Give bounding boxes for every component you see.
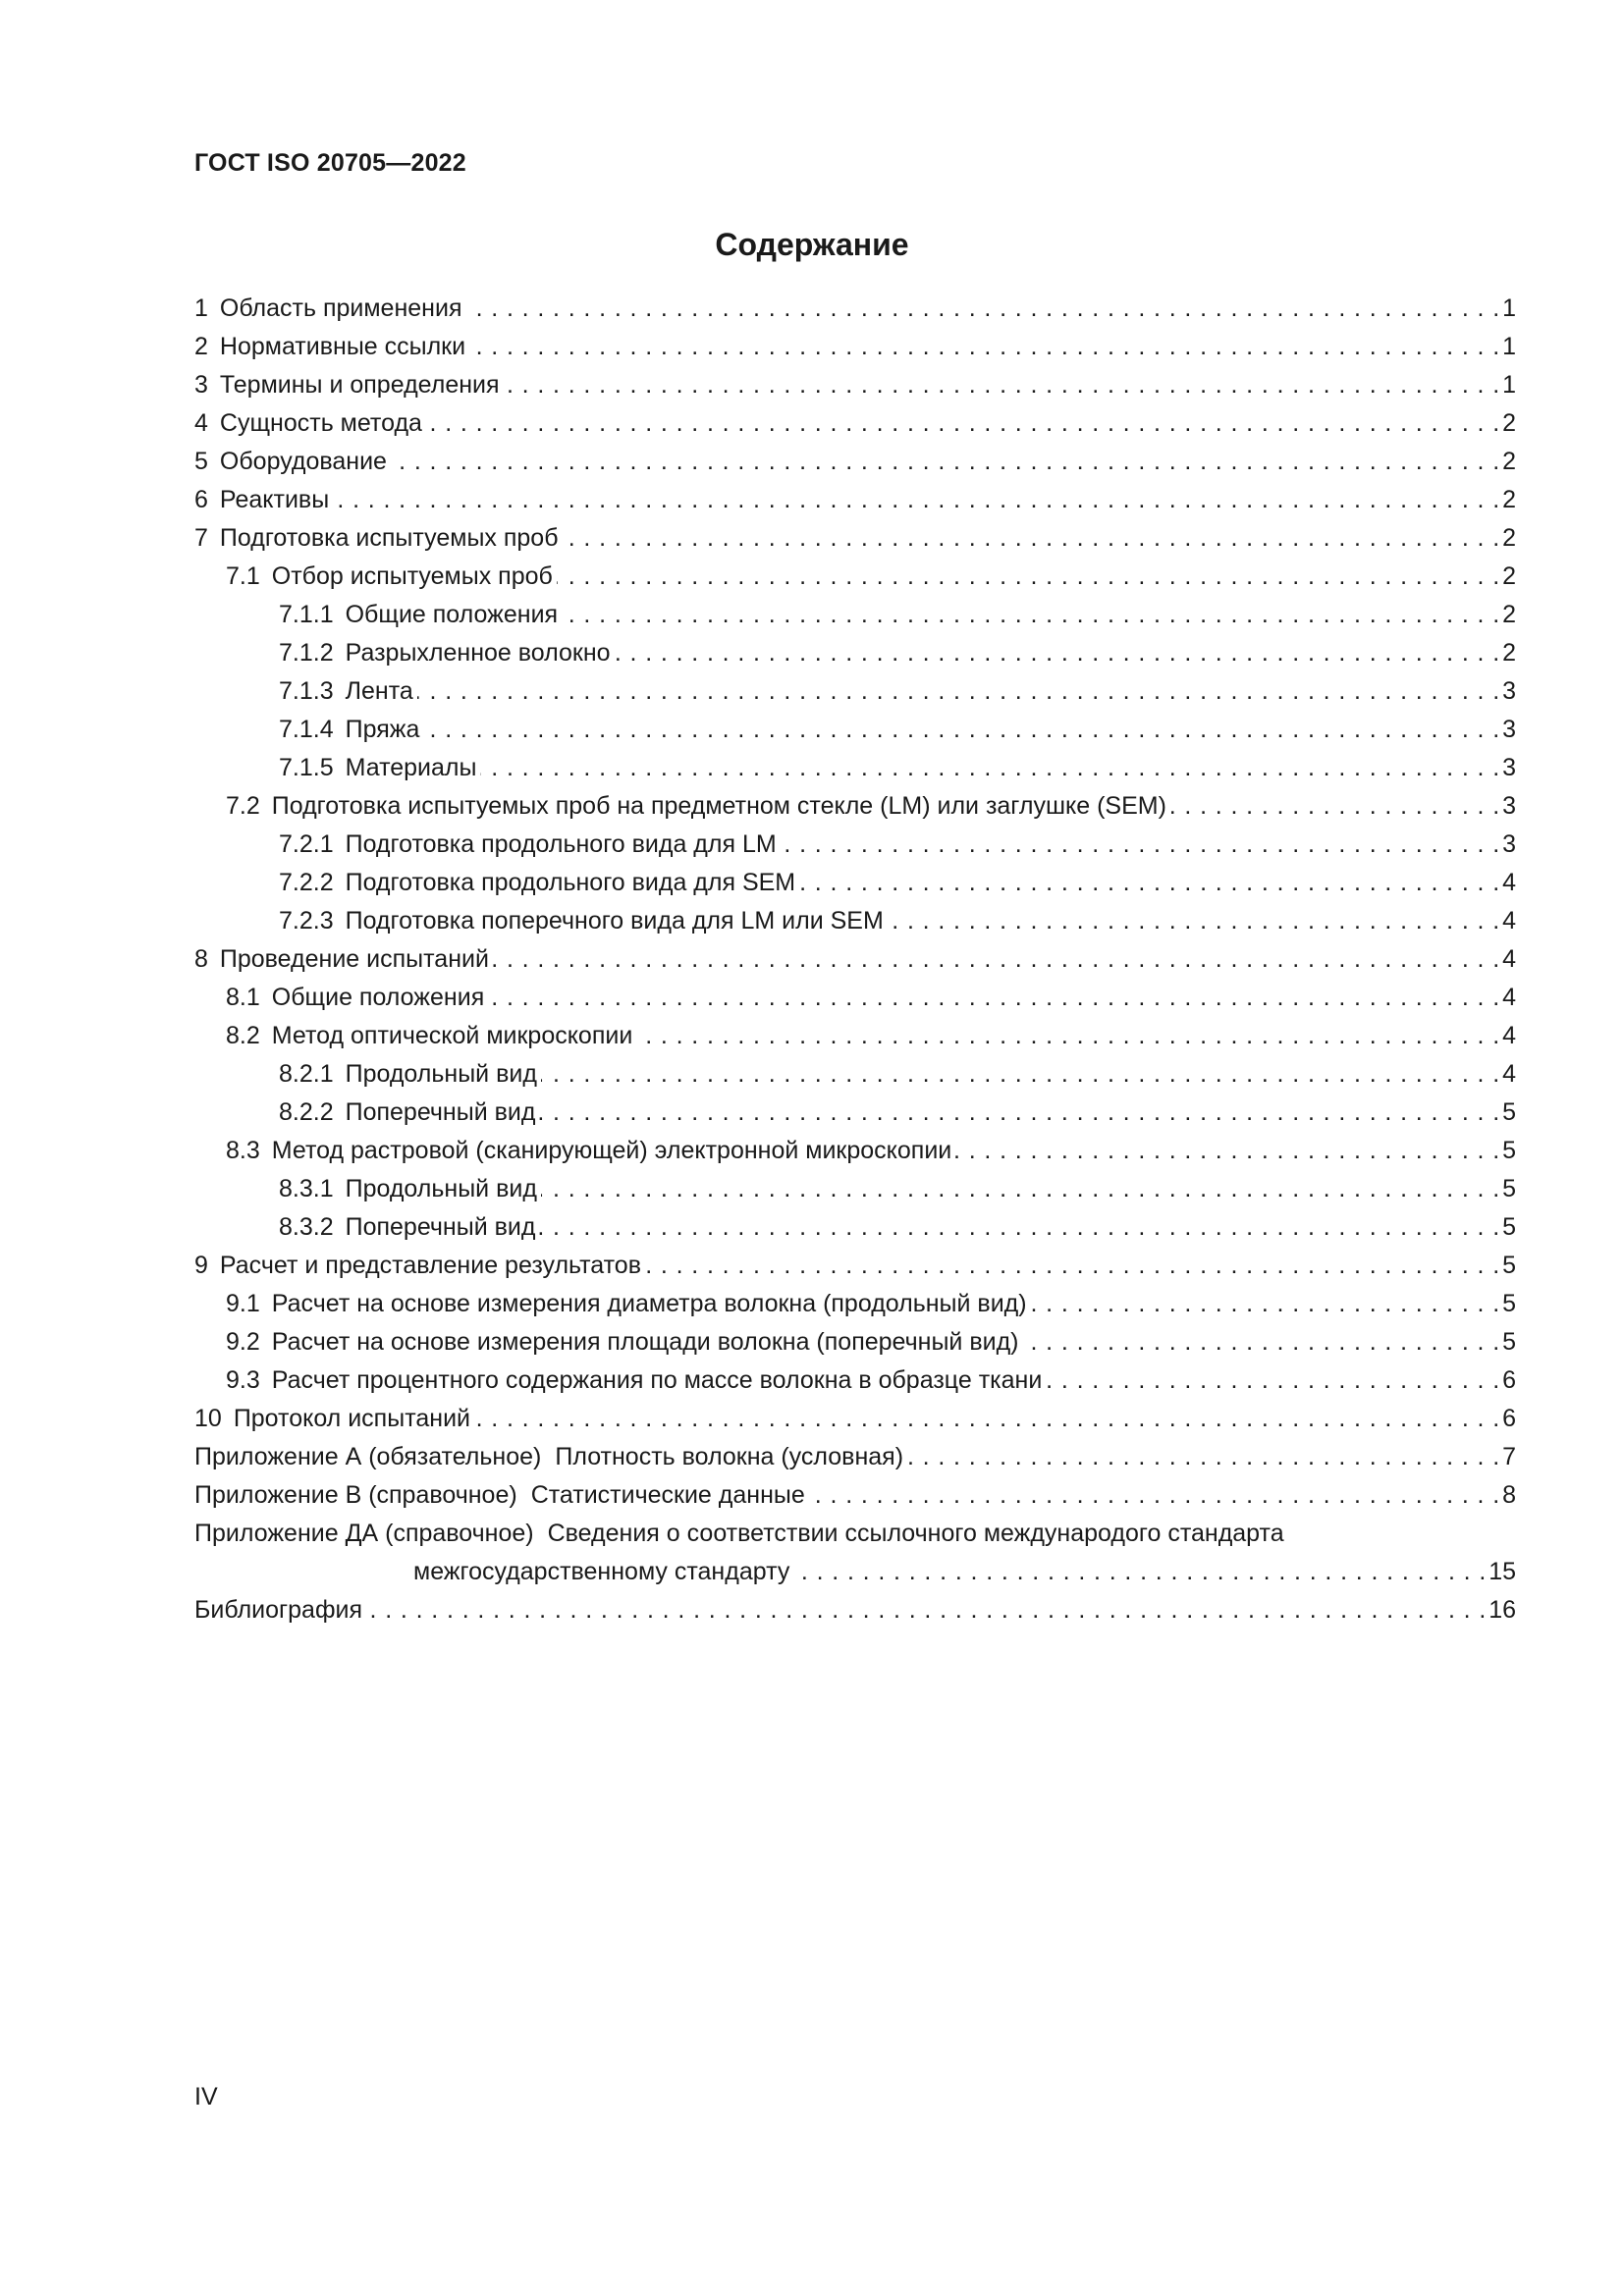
toc-leader-dots bbox=[426, 404, 1500, 443]
toc-entry-number: 9.3 bbox=[226, 1366, 260, 1394]
toc-entry[interactable] bbox=[194, 1476, 1516, 1515]
toc-leader-dots bbox=[333, 481, 1500, 519]
toc-entry-page: 3 bbox=[1502, 792, 1516, 820]
toc-entry-number: 7.1.1 bbox=[279, 601, 334, 628]
toc-leader-dots bbox=[366, 1591, 1487, 1629]
toc-entry-title: Расчет на основе измерения площади волокна (поперечный вид) bbox=[271, 1328, 1019, 1356]
toc-entry[interactable] bbox=[194, 826, 1516, 864]
toc-leader-dots bbox=[1031, 1285, 1501, 1323]
toc-entry-title: Проведение испытаний bbox=[219, 945, 489, 973]
toc-entry-page: 5 bbox=[1502, 1328, 1516, 1356]
toc-entry-page: 4 bbox=[1502, 1022, 1516, 1049]
toc-entry-number: 8.2.2 bbox=[279, 1098, 334, 1126]
toc-entry[interactable] bbox=[194, 902, 1516, 940]
toc-entry-title: Подготовка продольного вида для LM bbox=[345, 830, 777, 858]
toc-entry-title: Область применения bbox=[219, 294, 462, 322]
toc-entry-number: 8.3 bbox=[226, 1137, 260, 1164]
toc-entry-number: 9 bbox=[194, 1252, 208, 1279]
toc-entry-title: Библиография bbox=[194, 1596, 363, 1624]
toc-entry-number: 8.1 bbox=[226, 984, 260, 1011]
toc-entry-page: 6 bbox=[1502, 1405, 1516, 1432]
toc-entry-title: Подготовка испытуемых проб на предметном стекле (LM) или заглушке (SEM) bbox=[271, 792, 1166, 820]
toc-entry-page: 4 bbox=[1502, 945, 1516, 973]
toc-leader-dots bbox=[1022, 1323, 1500, 1362]
toc-leader-dots bbox=[504, 366, 1501, 404]
toc-entry-page: 2 bbox=[1502, 524, 1516, 552]
toc-leader-dots bbox=[888, 902, 1500, 940]
toc-entry-page: 2 bbox=[1502, 562, 1516, 590]
toc-entry-title: Лента bbox=[345, 677, 413, 705]
toc-entry[interactable] bbox=[194, 443, 1516, 481]
toc-entry-number: 3 bbox=[194, 371, 208, 399]
toc-entry-page: 1 bbox=[1502, 371, 1516, 399]
toc-entry-page: 5 bbox=[1502, 1175, 1516, 1202]
toc-entry-page: 1 bbox=[1502, 333, 1516, 360]
toc-leader-dots bbox=[539, 1208, 1500, 1247]
toc-leader-dots bbox=[636, 1017, 1500, 1055]
table-of-contents bbox=[194, 290, 1516, 1629]
toc-entry-page: 2 bbox=[1502, 639, 1516, 667]
toc-entry[interactable] bbox=[194, 672, 1516, 711]
toc-leader-dots bbox=[465, 290, 1500, 328]
toc-entry-number: 7.1.4 bbox=[279, 716, 334, 743]
toc-entry-title: Подготовка испытуемых проб bbox=[219, 524, 559, 552]
toc-entry-title: Расчет и представление результатов bbox=[219, 1252, 641, 1279]
toc-entry-number: 7.2 bbox=[226, 792, 260, 820]
toc-entry[interactable] bbox=[194, 864, 1516, 902]
toc-entry[interactable] bbox=[194, 1208, 1516, 1247]
toc-entry[interactable] bbox=[194, 979, 1516, 1017]
toc-leader-dots bbox=[907, 1438, 1500, 1476]
toc-entry-number: 7.1 bbox=[226, 562, 260, 590]
toc-entry[interactable] bbox=[194, 519, 1516, 558]
toc-entry[interactable] bbox=[194, 290, 1516, 328]
toc-leader-dots bbox=[480, 749, 1500, 787]
toc-entry-page: 5 bbox=[1502, 1098, 1516, 1126]
toc-entry-page: 7 bbox=[1502, 1443, 1516, 1470]
toc-entry[interactable] bbox=[194, 558, 1516, 596]
toc-entry-page: 1 bbox=[1502, 294, 1516, 322]
toc-entry-title: Статистические данные bbox=[530, 1481, 805, 1509]
toc-entry-title: Общие положения bbox=[271, 984, 485, 1011]
toc-entry-title: Продольный вид bbox=[345, 1175, 537, 1202]
toc-entry[interactable] bbox=[194, 366, 1516, 404]
toc-entry-page: 2 bbox=[1502, 486, 1516, 513]
toc-leader-dots bbox=[541, 1170, 1500, 1208]
toc-entry-page: 5 bbox=[1502, 1213, 1516, 1241]
toc-leader-dots bbox=[488, 979, 1500, 1017]
toc-leader-dots bbox=[563, 519, 1501, 558]
toc-leader-dots bbox=[474, 1400, 1500, 1438]
toc-entry-number: 7.1.2 bbox=[279, 639, 334, 667]
toc-entry-number: 7 bbox=[194, 524, 208, 552]
toc-entry-number: 2 bbox=[194, 333, 208, 360]
toc-leader-dots bbox=[1170, 787, 1500, 826]
toc-entry-page: 5 bbox=[1502, 1290, 1516, 1317]
toc-entry[interactable] bbox=[194, 1247, 1516, 1285]
toc-entry-title: Расчет процентного содержания по массе волокна в образце ткани bbox=[271, 1366, 1043, 1394]
toc-entry-number: 8.3.2 bbox=[279, 1213, 334, 1241]
toc-entry[interactable] bbox=[194, 1055, 1516, 1094]
toc-entry-page: 4 bbox=[1502, 869, 1516, 896]
toc-entry-title: Сущность метода bbox=[219, 409, 422, 437]
toc-leader-dots bbox=[391, 443, 1500, 481]
toc-entry-number: 10 bbox=[194, 1405, 222, 1432]
toc-entry[interactable] bbox=[194, 1323, 1516, 1362]
toc-leader-dots bbox=[562, 596, 1500, 634]
toc-leader-dots bbox=[493, 940, 1500, 979]
toc-entry-page: 2 bbox=[1502, 409, 1516, 437]
toc-entry[interactable] bbox=[194, 1438, 1516, 1476]
toc-entry-number: 8 bbox=[194, 945, 208, 973]
toc-entry-title: Продольный вид bbox=[345, 1060, 537, 1088]
toc-entry[interactable] bbox=[194, 787, 1516, 826]
toc-entry-page: 3 bbox=[1502, 716, 1516, 743]
toc-entry-page: 8 bbox=[1502, 1481, 1516, 1509]
toc-entry[interactable] bbox=[194, 1591, 1516, 1629]
toc-entry-number: 7.1.5 bbox=[279, 754, 334, 781]
toc-entry[interactable] bbox=[194, 1170, 1516, 1208]
toc-entry[interactable] bbox=[194, 481, 1516, 519]
toc-entry-number: 7.2.3 bbox=[279, 907, 334, 934]
toc-entry[interactable] bbox=[194, 749, 1516, 787]
toc-entry-title: межгосударственному стандарту bbox=[413, 1558, 790, 1585]
toc-entry-page: 2 bbox=[1502, 601, 1516, 628]
toc-entry-page: 3 bbox=[1502, 677, 1516, 705]
toc-entry-number: 7.1.3 bbox=[279, 677, 334, 705]
toc-entry-annex-label: Приложение ДА (справочное) bbox=[194, 1520, 534, 1547]
toc-leader-dots bbox=[469, 328, 1500, 366]
toc-entry[interactable] bbox=[194, 711, 1516, 749]
toc-entry-number: 8.3.1 bbox=[279, 1175, 334, 1202]
toc-leader-dots bbox=[645, 1247, 1500, 1285]
toc-leader-dots bbox=[557, 558, 1500, 596]
toc-entry-title: Протокол испытаний bbox=[233, 1405, 470, 1432]
toc-entry-title: Плотность волокна (условная) bbox=[555, 1443, 904, 1470]
toc-entry-page: 4 bbox=[1502, 1060, 1516, 1088]
toc-entry[interactable] bbox=[194, 1400, 1516, 1438]
toc-leader-dots bbox=[955, 1132, 1500, 1170]
toc-entry-title: Пряжа bbox=[345, 716, 420, 743]
toc-entry[interactable] bbox=[194, 1132, 1516, 1170]
toc-entry[interactable] bbox=[194, 404, 1516, 443]
toc-entry-page: 5 bbox=[1502, 1137, 1516, 1164]
toc-entry-title: Разрыхленное волокно bbox=[345, 639, 611, 667]
toc-entry-page: 4 bbox=[1502, 984, 1516, 1011]
toc-leader-dots bbox=[615, 634, 1501, 672]
toc-entry[interactable] bbox=[194, 634, 1516, 672]
toc-entry[interactable] bbox=[194, 1515, 1516, 1553]
toc-entry-title: Поперечный вид bbox=[345, 1098, 536, 1126]
toc-entry-page: 5 bbox=[1502, 1252, 1516, 1279]
toc-entry[interactable] bbox=[194, 1285, 1516, 1323]
toc-entry-title: Отбор испытуемых проб bbox=[271, 562, 553, 590]
toc-entry-number: 9.2 bbox=[226, 1328, 260, 1356]
toc-leader-dots bbox=[809, 1476, 1500, 1515]
toc-leader-dots bbox=[423, 711, 1500, 749]
toc-entry-title: Подготовка поперечного вида для LM или SEM bbox=[345, 907, 884, 934]
toc-entry-number: 8.2.1 bbox=[279, 1060, 334, 1088]
toc-leader-dots bbox=[417, 672, 1500, 711]
toc-entry-number: 6 bbox=[194, 486, 208, 513]
toc-entry-number: 1 bbox=[194, 294, 208, 322]
toc-leader-dots bbox=[781, 826, 1500, 864]
toc-entry-number: 9.1 bbox=[226, 1290, 260, 1317]
toc-entry[interactable] bbox=[194, 596, 1516, 634]
toc-entry-title: Реактивы bbox=[219, 486, 330, 513]
toc-entry[interactable] bbox=[194, 1553, 1516, 1591]
toc-entry-number: 4 bbox=[194, 409, 208, 437]
toc-entry-page: 15 bbox=[1489, 1558, 1516, 1585]
toc-leader-dots bbox=[539, 1094, 1500, 1132]
toc-entry-number: 7.2.2 bbox=[279, 869, 334, 896]
toc-entry-title: Метод растровой (сканирующей) электронной микроскопии bbox=[271, 1137, 952, 1164]
toc-entry-page: 4 bbox=[1502, 907, 1516, 934]
toc-entry[interactable] bbox=[194, 1017, 1516, 1055]
toc-entry-title: Поперечный вид bbox=[345, 1213, 536, 1241]
toc-entry-title: Метод оптической микроскопии bbox=[271, 1022, 633, 1049]
toc-entry[interactable] bbox=[194, 940, 1516, 979]
document-code: ГОСТ ISO 20705—2022 bbox=[194, 149, 466, 177]
toc-entry-title: Оборудование bbox=[219, 448, 387, 475]
toc-entry-page: 16 bbox=[1489, 1596, 1516, 1624]
toc-entry-title: Материалы bbox=[345, 754, 477, 781]
toc-entry-number: 8.2 bbox=[226, 1022, 260, 1049]
toc-entry[interactable] bbox=[194, 328, 1516, 366]
toc-entry-page: 3 bbox=[1502, 754, 1516, 781]
toc-entry[interactable] bbox=[194, 1362, 1516, 1400]
page-number: IV bbox=[194, 2083, 218, 2110]
toc-entry-annex-label: Приложение А (обязательное) bbox=[194, 1443, 542, 1470]
toc-entry-number: 7.2.1 bbox=[279, 830, 334, 858]
toc-leader-dots bbox=[799, 864, 1500, 902]
toc-leader-dots bbox=[541, 1055, 1500, 1094]
toc-title: Содержание bbox=[715, 227, 909, 262]
toc-entry[interactable] bbox=[194, 1094, 1516, 1132]
toc-entry-number: 5 bbox=[194, 448, 208, 475]
toc-entry-annex-label: Приложение В (справочное) bbox=[194, 1481, 517, 1509]
toc-entry-page: 6 bbox=[1502, 1366, 1516, 1394]
toc-entry-title: Расчет на основе измерения диаметра волокна (продольный вид) bbox=[271, 1290, 1027, 1317]
toc-entry-title: Сведения о соответствии ссылочного международого стандарта bbox=[547, 1520, 1284, 1547]
toc-entry-title: Общие положения bbox=[345, 601, 559, 628]
toc-entry-title: Нормативные ссылки bbox=[219, 333, 466, 360]
toc-entry-title: Подготовка продольного вида для SEM bbox=[345, 869, 796, 896]
toc-leader-dots bbox=[793, 1553, 1487, 1591]
toc-entry-title: Термины и определения bbox=[219, 371, 500, 399]
toc-entry-page: 2 bbox=[1502, 448, 1516, 475]
toc-leader-dots bbox=[1046, 1362, 1500, 1400]
toc-entry-page: 3 bbox=[1502, 830, 1516, 858]
